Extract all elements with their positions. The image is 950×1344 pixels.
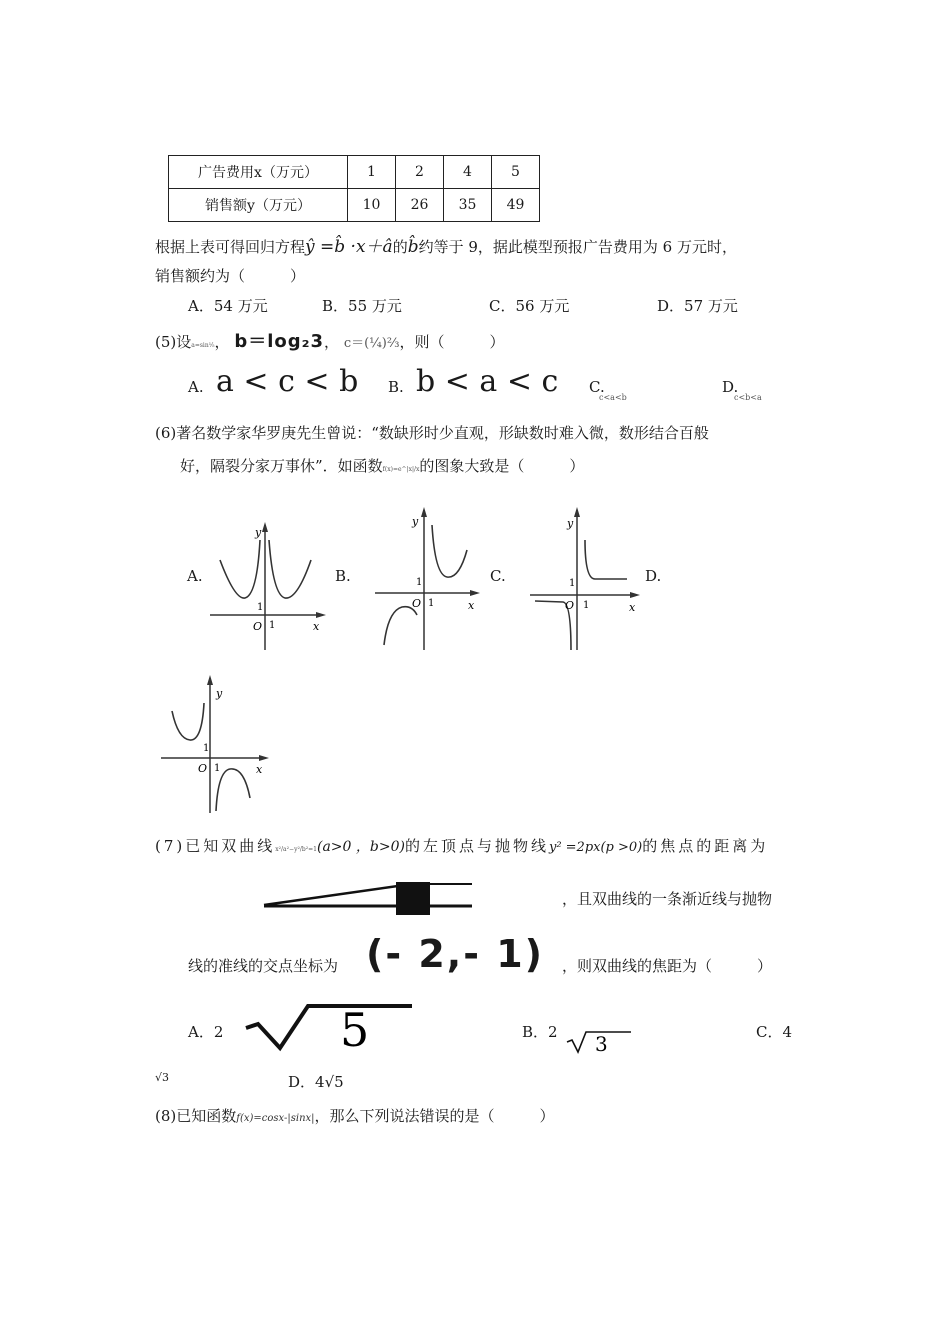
tick-label: 1 (583, 600, 590, 611)
axis-label-x: x (468, 599, 475, 612)
q8-text: (8)已知函数 (155, 1107, 237, 1125)
q6-line2 (180, 455, 584, 476)
radicand: 5 (340, 1003, 370, 1052)
q6-text: 的图象大致是（ ） (419, 457, 585, 475)
q7-line2: ，且双曲线的一条渐近线与抛物 (562, 890, 773, 908)
c-definition: c＝(¼)⅔ (343, 336, 400, 351)
q4-option-b: B．55 万元 (322, 297, 402, 315)
tick-label: 1 (416, 577, 423, 588)
origin-label: O (412, 597, 422, 610)
axis-label-y: y (216, 687, 223, 700)
table-cell: 26 (396, 189, 444, 222)
graph-label-a: A. (187, 567, 203, 585)
q8-text: ，那么下列说法错误的是（ ） (314, 1107, 555, 1125)
axis-label-y: y (255, 526, 262, 539)
q4-text: 的 (392, 238, 408, 256)
table-row (169, 156, 540, 189)
q5-stem (155, 327, 504, 353)
q5-option-d-label: D. (722, 378, 739, 396)
sqrt-5-radical (244, 1002, 414, 1052)
q7-option-a-label: A．2 (188, 1023, 224, 1041)
q4-line1 (155, 232, 737, 257)
q4-option-c: C．56 万元 (489, 297, 570, 315)
table-cell: 49 (492, 189, 540, 222)
graph-label-c: C. (490, 567, 506, 585)
q7-condition: (a>0 ，b>0) (316, 839, 405, 855)
table-cell: 1 (348, 156, 396, 189)
q4-option-d: D．57 万元 (657, 297, 738, 315)
q5-text: ，则（ ） (399, 333, 505, 351)
q7-option-c-value: √3 (155, 1071, 170, 1084)
a-definition: a=sin¹⁄₅ (191, 342, 215, 349)
graph-a (205, 520, 330, 655)
data-table (168, 155, 540, 222)
tick-label: 1 (257, 602, 264, 613)
graph-b (372, 505, 487, 655)
table-cell: 10 (348, 189, 396, 222)
radicand: 3 (595, 1032, 608, 1054)
table-cell: 2 (396, 156, 444, 189)
q5-option-b: b < a < c (416, 364, 559, 399)
hyperbola-equation: x²/a²−y²/b²=1 (275, 846, 317, 853)
origin-label: O (565, 599, 575, 612)
graph-c (527, 505, 645, 655)
axis-label-x: x (256, 763, 263, 776)
q6-function: f(x)=e^|x|/x (382, 466, 420, 473)
tick-label: 1 (428, 598, 435, 609)
b-definition: b＝log₂3 (234, 331, 325, 352)
q4-text: 根据上表可得回归方程 (155, 238, 306, 256)
q7-line3-a: 线的准线的交点坐标为 (188, 957, 339, 975)
q6-line1: (6)著名数学家华罗庚先生曾说：“数缺形时少直观，形缺数时难入微，数形结合百般 (155, 424, 709, 442)
q5-option-a-label: A. (188, 378, 204, 396)
tick-label: 1 (214, 763, 221, 774)
axis-label-x: x (313, 620, 320, 633)
q5-text: ， (324, 333, 340, 351)
tick-label: 1 (203, 743, 210, 754)
table-cell: 35 (444, 189, 492, 222)
q4-option-a: A．54 万元 (188, 297, 268, 315)
distance-formula-image (262, 878, 474, 918)
graph-label-d: D. (645, 567, 662, 585)
axis-label-y: y (412, 515, 419, 528)
intersection-point: (- 2,- 1) (366, 932, 545, 976)
regression-equation: ŷ =b̂ ·x＋â (305, 237, 393, 257)
axis-label-x: x (629, 601, 636, 614)
q7-option-d: D．4√5 (288, 1073, 344, 1091)
origin-label: O (253, 620, 263, 633)
q8-function: f(x)=cosx-|sinx| (236, 1113, 315, 1124)
q7-text: (7)已知双曲线 (155, 837, 276, 855)
table-row (169, 189, 540, 222)
q4-text: 约等于 9，据此模型预报广告费用为 6 万元时， (418, 238, 737, 256)
table-cell: 4 (444, 156, 492, 189)
graph-d (158, 673, 273, 818)
q7-option-c-label: C．4 (756, 1023, 793, 1041)
table-cell: 5 (492, 156, 540, 189)
q7-option-b-label: B．2 (522, 1023, 558, 1041)
row-label-sales: 销售额y（万元） (169, 189, 348, 222)
q6-text: 好，隔裂分家万事休”．如函数 (180, 457, 383, 475)
q7-line3-b: ，则双曲线的焦距为（ ） (562, 957, 773, 975)
tick-label: 1 (569, 578, 576, 589)
sqrt-3-radical (565, 1030, 635, 1054)
graph-label-b: B. (335, 567, 351, 585)
tick-label: 1 (269, 620, 276, 631)
q7-text: 的焦点的距离为 (642, 837, 769, 855)
q5-text: ， (214, 333, 230, 351)
q5-option-c-label: C. (589, 378, 605, 396)
q5-option-d: c<b<a (734, 393, 762, 402)
origin-label: O (198, 762, 208, 775)
q5-option-a: a < c < b (216, 364, 359, 399)
axis-label-y: y (567, 517, 574, 530)
q7-text: 的左顶点与抛物线 (404, 837, 549, 855)
row-label-ad-cost: 广告费用x（万元） (169, 156, 348, 189)
q5-option-b-label: B. (388, 378, 404, 396)
q8-stem (155, 1105, 555, 1126)
q4-line2: 销售额约为（ ） (155, 267, 306, 285)
q7-line1 (155, 835, 768, 856)
parabola-equation: y² =2px(p >0) (548, 840, 643, 855)
q5-option-c: c<a<b (599, 393, 627, 402)
q5-text: (5)设 (155, 333, 192, 351)
b-hat: b̂ (407, 237, 419, 257)
